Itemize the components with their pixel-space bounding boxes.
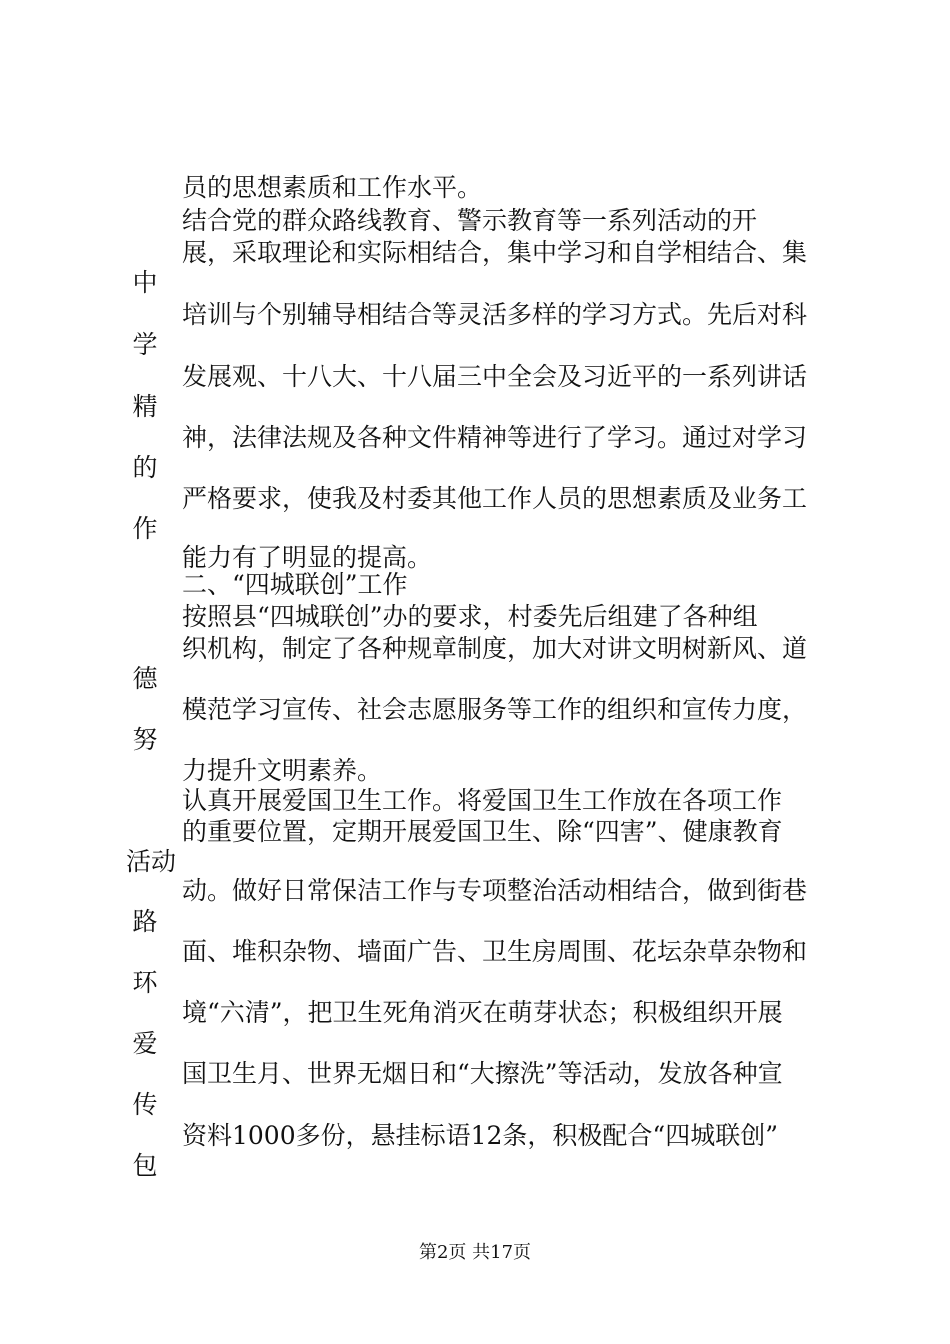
body-line: 按照县“四城联创”办的要求，村委先后组建了各种组	[182, 602, 758, 631]
section-heading: 二、“四城联创”工作	[182, 570, 408, 599]
body-line: 动。做好日常保洁工作与专项整治活动相结合，做到街巷	[182, 876, 808, 905]
margin-char: 努	[132, 725, 158, 754]
margin-char: 的	[132, 453, 158, 482]
body-line: 模范学习宣传、社会志愿服务等工作的组织和宣传力度，	[182, 695, 808, 724]
margin-char: 学	[132, 330, 158, 359]
body-line: 国卫生月、世界无烟日和“大擦洗”等活动，发放各种宣	[182, 1059, 783, 1088]
body-line: 织机构，制定了各种规章制度，加大对讲文明树新风、道	[182, 634, 808, 663]
margin-char: 精	[132, 392, 158, 421]
margin-char: 路	[132, 907, 158, 936]
body-line: 培训与个别辅导相结合等灵活多样的学习方式。先后对科	[182, 300, 808, 329]
margin-char: 包	[132, 1151, 158, 1180]
body-line: 发展观、十八大、十八届三中全会及习近平的一系列讲话	[182, 362, 808, 391]
body-line: 展，采取理论和实际相结合，集中学习和自学相结合、集	[182, 238, 808, 267]
body-line: 境“六清”，把卫生死角消灭在萌芽状态；积极组织开展	[182, 998, 783, 1027]
margin-char: 爱	[132, 1029, 158, 1058]
body-line: 力提升文明素养。	[182, 756, 383, 785]
body-line: 面、堆积杂物、墙面广告、卫生房周围、花坛杂草杂物和	[182, 937, 808, 966]
body-line: 的重要位置，定期开展爱国卫生、除“四害”、健康教育	[182, 817, 783, 846]
body-line: 神，法律法规及各种文件精神等进行了学习。通过对学习	[182, 423, 808, 452]
body-line: 员的思想素质和工作水平。	[182, 173, 483, 202]
margin-char: 活动	[126, 847, 177, 876]
body-line: 严格要求，使我及村委其他工作人员的思想素质及业务工	[182, 484, 808, 513]
margin-char: 中	[132, 268, 158, 297]
margin-char: 德	[132, 664, 158, 693]
page-footer: 第2页 共17页	[418, 1242, 532, 1263]
margin-char: 作	[132, 514, 158, 543]
body-line: 结合党的群众路线教育、警示教育等一系列活动的开	[182, 206, 758, 235]
body-line: 认真开展爱国卫生工作。将爱国卫生工作放在各项工作	[182, 786, 783, 815]
margin-char: 传	[132, 1090, 158, 1119]
body-line: 资料1000多份，悬挂标语12条，积极配合“四城联创”	[182, 1121, 778, 1150]
margin-char: 环	[132, 968, 158, 997]
body-line: 能力有了明显的提高。	[182, 543, 433, 572]
